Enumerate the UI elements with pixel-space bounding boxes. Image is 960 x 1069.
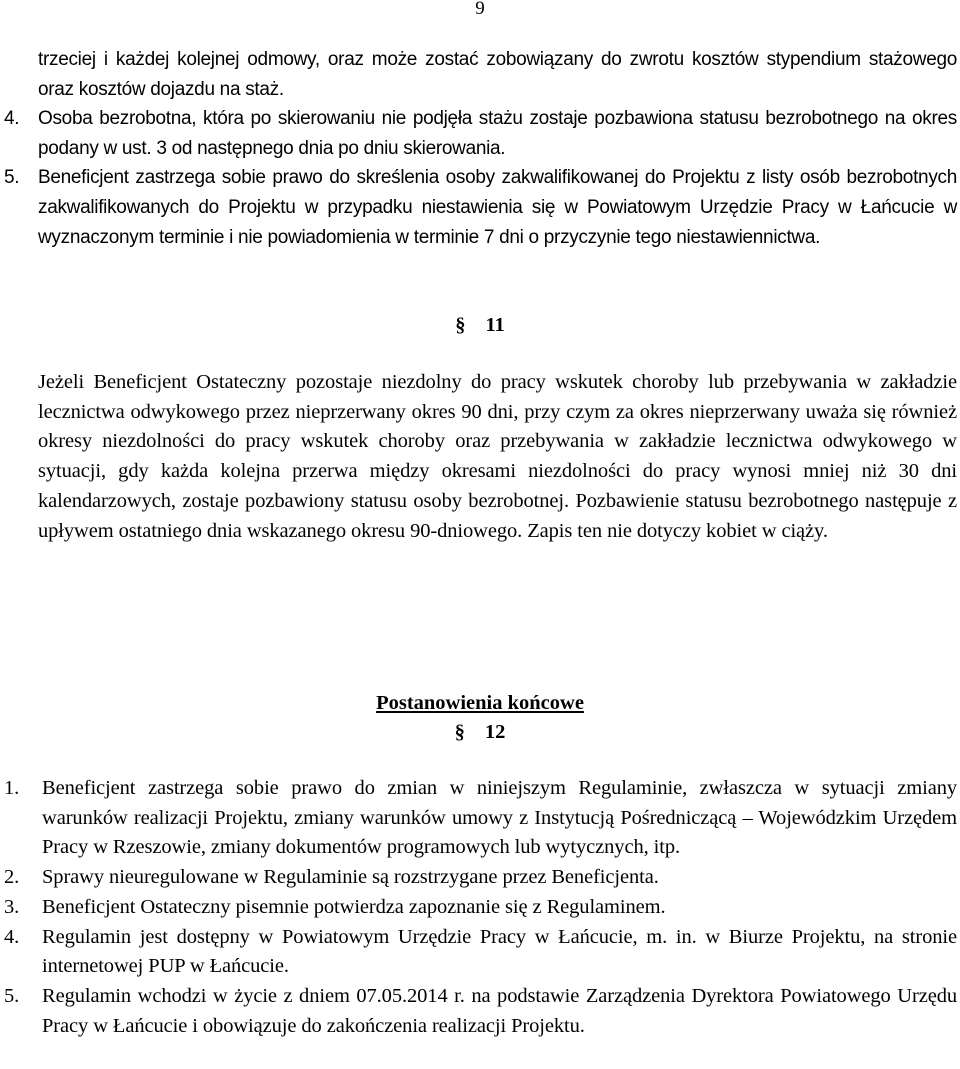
item-number: 3.: [4, 895, 20, 918]
item-text: Beneficjent zastrzega sobie prawo do zmian w niniejszym Regulaminie, zwłaszcza w sytuacji zmiany warunków realizacji Projektu, zmiany warunków umowy z Instytucją Pośredniczącą – Wojewódzkim Urzędem Pracy w Rzeszowie, zmiany dokumentów programowych lub wytycznych, itp.: [42, 777, 957, 859]
list-item: [4, 163, 957, 252]
section-11-heading: [0, 311, 960, 340]
section-12-heading: [0, 718, 960, 747]
item-number: 5.: [4, 984, 20, 1007]
item-text: Regulamin jest dostępny w Powiatowym Urzędzie Pracy w Łańcucie, m. in. w Biurze Projektu, na stronie internetowej PUP w Łańcucie.: [42, 925, 957, 978]
item-text: Beneficjent zastrzega sobie prawo do skreślenia osoby zakwalifikowanej do Projektu z listy osób bezrobotnych zakwalifikowanych do Projektu w przypadku niestawienia się w Powiatowym Urzędzie Pracy w Łańcucie w wyznaczonym terminie i nie powiadomienia w terminie 7 dni o przyczynie tego niestawiennictwa.: [38, 167, 957, 248]
list-item: [4, 893, 957, 923]
section-11-paragraph: Jeżeli Beneficjent Ostateczny pozostaje niezdolny do pracy wskutek choroby lub przebywania w zakładzie lecznictwa odwykowego przez nieprzerwany okres 90 dni, przy czym za okres nieprzerwany uważa się również okresy niezdolności do pracy wskutek choroby oraz przebywania w zakładzie lecznictwa odwykowego w sytuacji, gdy każda kolejna przerwa między okresami niezdolności do pracy wynosi mniej niż 30 dni kalendarzowych, zostaje pozbawiony statusu osoby bezrobotnej. Pozbawienie statusu bezrobotnego następuje z upływem ostatniego dnia wskazanego okresu 90-dniowego. Zapis ten nie dotyczy kobiet w ciąży.: [38, 371, 957, 542]
item-number: 1.: [4, 777, 20, 799]
item-number: 2.: [4, 866, 20, 889]
item-number: 4.: [4, 108, 20, 130]
item-text: Regulamin wchodzi w życie z dniem 07.05.2014 r. na podstawie Zarządzenia Dyrektora Powiatowego Urzędu Pracy w Łańcucie i obowiązuje do zakończenia realizacji Projektu.: [42, 984, 957, 1037]
section-number: 12: [484, 721, 506, 743]
continuation-paragraph: trzeciej i każdej kolejnej odmowy, oraz może zostać zobowiązany do zwrotu kosztów stypendium stażowego oraz kosztów dojazdu na staż.: [38, 49, 957, 100]
item-text: Beneficjent Ostateczny pisemnie potwierdza zapoznanie się z Regulaminem.: [42, 895, 666, 918]
final-provisions-list: [4, 774, 957, 1041]
list-item: [4, 104, 957, 163]
item-number: 5.: [4, 167, 20, 189]
item-text: Sprawy nieuregulowane w Regulaminie są rozstrzygane przez Beneficjenta.: [42, 866, 659, 889]
final-provisions-title: Postanowienia końcowe: [376, 692, 584, 714]
list-item: [4, 982, 957, 1041]
item-text: Osoba bezrobotna, która po skierowaniu nie podjęła stażu zostaje pozbawiona statusu bezrobotnego na okres podany w ust. 3 od następnego dnia po dniu skierowania.: [38, 108, 957, 159]
section-symbol: §: [454, 721, 465, 743]
section-symbol: §: [455, 314, 466, 336]
list-item: [4, 774, 957, 863]
page-number: 9: [475, 0, 485, 19]
section-number: 11: [485, 314, 505, 336]
item-number: 4.: [4, 925, 20, 948]
list-item: [4, 923, 957, 982]
list-item: [4, 863, 957, 893]
top-section: [4, 45, 957, 252]
